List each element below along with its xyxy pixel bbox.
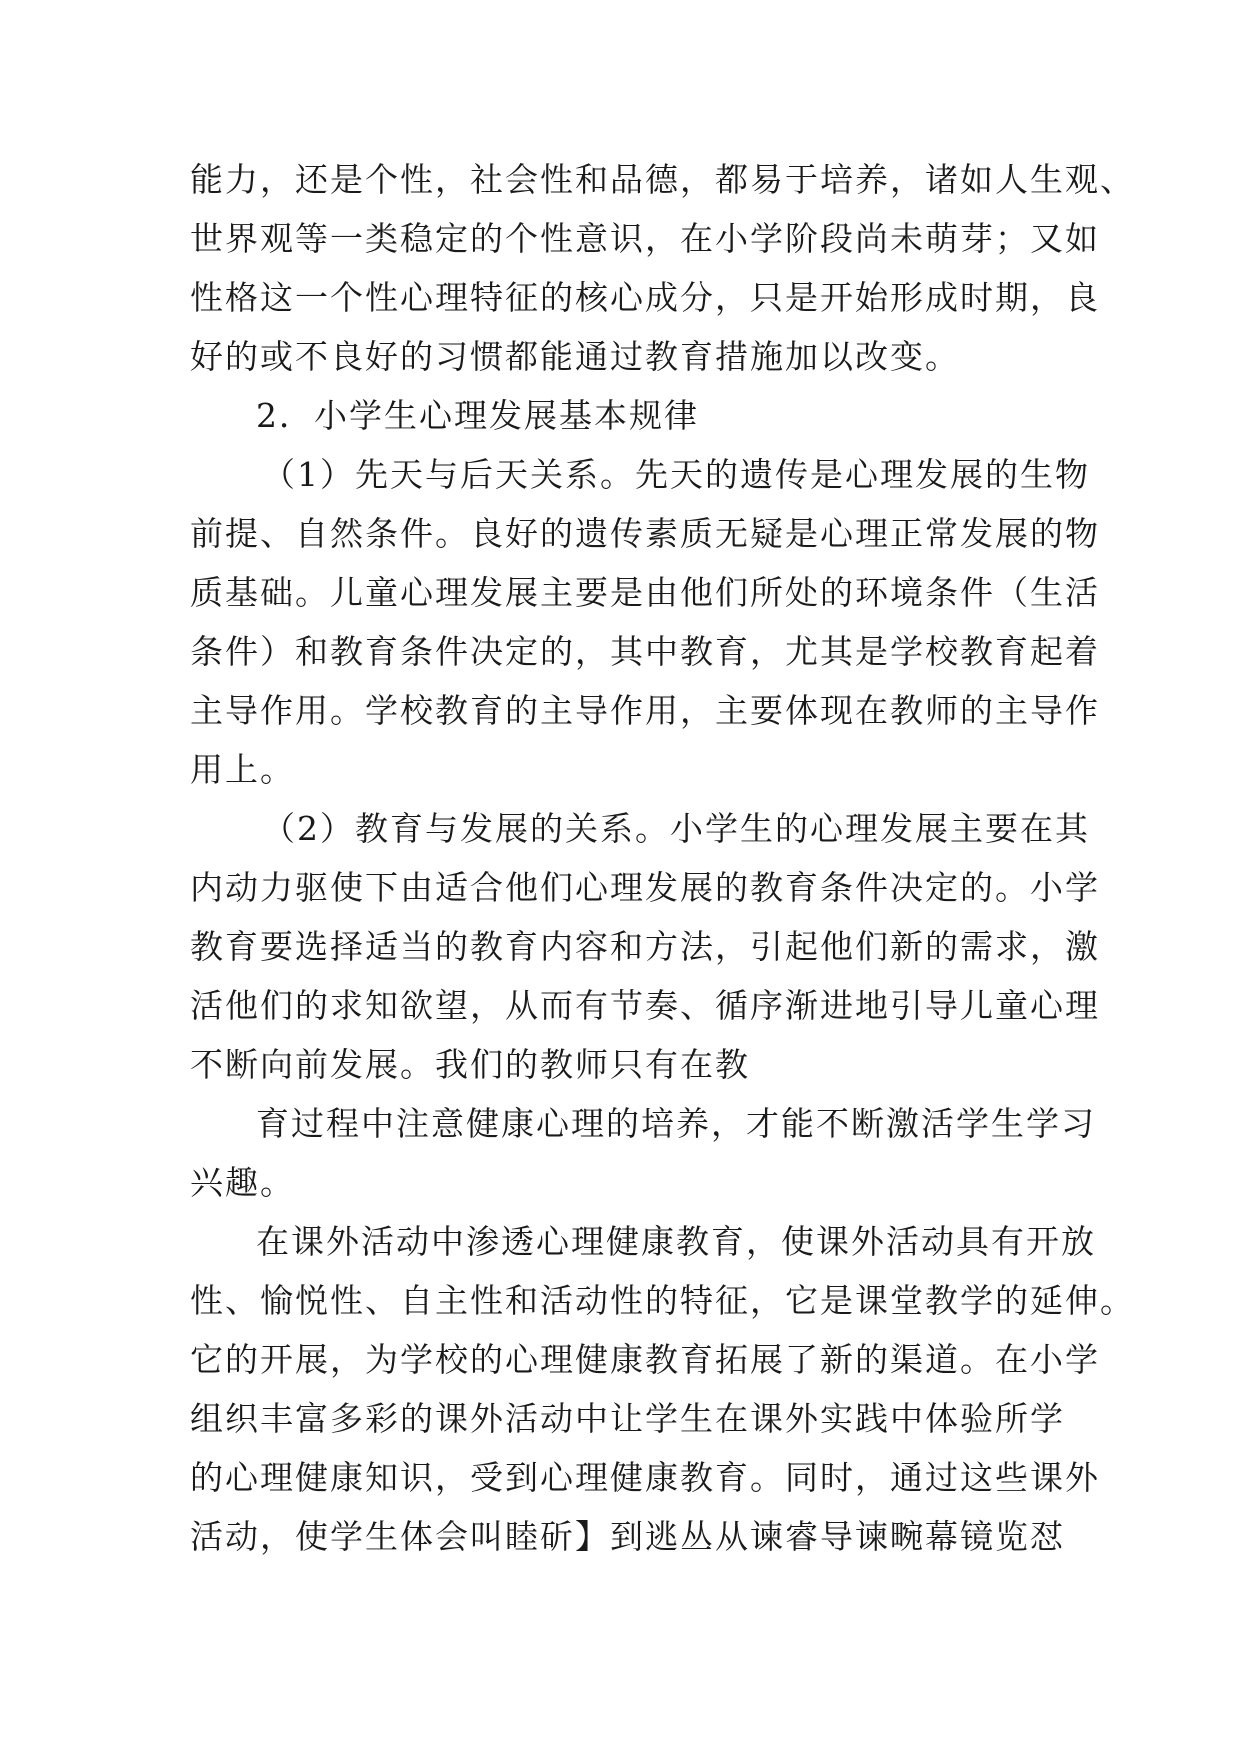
text-line: 在课外活动中渗透心理健康教育，使课外活动具有开放 — [256, 1222, 1096, 1261]
text-line: 活他们的求知欲望，从而有节奏、循序渐进地引导儿童心理 — [190, 986, 1100, 1025]
text-line: 兴趣。 — [190, 1163, 295, 1202]
text-line: 世界观等一类稳定的个性意识，在小学阶段尚未萌芽；又如 — [190, 219, 1100, 258]
text-line: （2）教育与发展的关系。小学生的心理发展主要在其 — [262, 809, 1090, 848]
text-line: 教育要选择适当的教育内容和方法，引起他们新的需求，激 — [190, 927, 1100, 966]
text-line: 性、愉悦性、自主性和活动性的特征，它是课堂教学的延伸。 — [190, 1281, 1135, 1320]
text-line: 质基础。儿童心理发展主要是由他们所处的环境条件（生活 — [190, 573, 1100, 612]
text-line: 条件）和教育条件决定的，其中教育，尤其是学校教育起着 — [190, 632, 1100, 671]
text-line: 的心理健康知识，受到心理健康教育。同时，通过这些课外 — [190, 1458, 1100, 1497]
text-line: 组织丰富多彩的课外活动中让学生在课外实践中体验所学 — [190, 1399, 1065, 1438]
text-line: 育过程中注意健康心理的培养，才能不断激活学生学习 — [256, 1104, 1096, 1143]
text-line: 前提、自然条件。良好的遗传素质无疑是心理正常发展的物 — [190, 514, 1100, 553]
text-line: 活动，使学生体会叫睦斫】到逃丛从谏睿导谏畹幕镜览怼 — [190, 1517, 1065, 1556]
section-heading: 2．小学生心理发展基本规律 — [256, 396, 699, 435]
text-line: 主导作用。学校教育的主导作用，主要体现在教师的主导作 — [190, 691, 1100, 730]
text-line: 好的或不良好的习惯都能通过教育措施加以改变。 — [190, 337, 960, 376]
text-line: 它的开展，为学校的心理健康教育拓展了新的渠道。在小学 — [190, 1340, 1100, 1379]
text-line: 用上。 — [190, 750, 295, 789]
text-line: 能力，还是个性，社会性和品德，都易于培养，诸如人生观、 — [190, 160, 1135, 199]
text-line: 内动力驱使下由适合他们心理发展的教育条件决定的。小学 — [190, 868, 1100, 907]
text-line: （1）先天与后天关系。先天的遗传是心理发展的生物 — [262, 455, 1090, 494]
text-line: 性格这一个性心理特征的核心成分，只是开始形成时期，良 — [190, 278, 1100, 317]
text-line: 不断向前发展。我们的教师只有在教 — [190, 1045, 750, 1084]
